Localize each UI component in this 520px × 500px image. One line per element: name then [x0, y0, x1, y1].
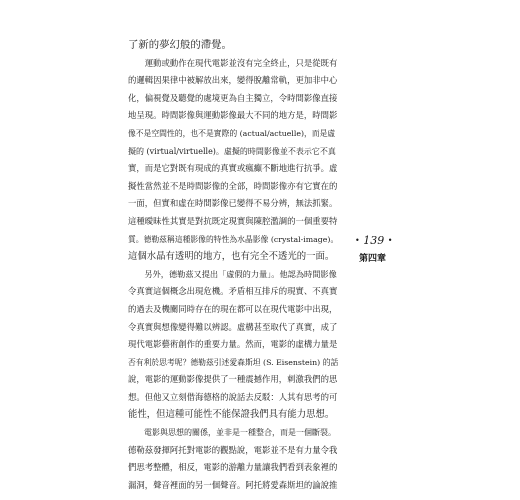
body-line: 另外，德勒茲又提出「虛假的力量」。他認為時間影像	[128, 268, 337, 279]
body-line: 德勒茲發揮阿托對電影的觀點說，電影並不是有力量令我	[128, 444, 338, 455]
page-number	[355, 234, 425, 248]
body-line: 這種曖昧性其實是對抗既定現實與陳腔濫調的一個重要特	[128, 215, 338, 226]
body-line: 質。德勒茲稱這種影像的特性為水晶影像 (crystal-image)。	[128, 234, 338, 244]
body-line: 擬性當然並不是時間影像的全部，時間影像亦有它實在的	[128, 180, 338, 191]
body-line: 令真實與想像變得難以辨認。虛構甚至取代了真實，成了	[128, 321, 338, 332]
body-line: 像不是空間性的，也不是實際的 (actual/actuelle)，而是虛	[128, 128, 336, 138]
body-text	[128, 37, 338, 494]
body-line: 電影與思想的關係，並非是一種整合，而是一個斷裂。	[128, 428, 336, 438]
page-number-value: 139	[363, 234, 385, 247]
body-line: 想。但他又立刻借海德格的說話去反駁：人其有思考的可	[128, 391, 338, 402]
chapter-label: 第四章	[359, 254, 387, 264]
body-line: 的邏輯因果律中被解放出來，變得脫離常軌，更加非中心	[128, 75, 338, 86]
body-line: 地呈現。時間影像與運動影像最大不同的地方是，時間影	[128, 110, 338, 121]
body-line: 現代電影藝術創作的重要力量。然而，電影的虛構力量是	[128, 339, 338, 350]
body-line: 說，電影的運動影像提供了一種震撼作用，刺激我們的思	[128, 374, 338, 385]
body-line: 化，偏視覺及聽覺的處境更為自主獨立，令時間影像直接	[128, 92, 338, 103]
body-line: 們思考整體，相反，電影的游離力量讓我們看到表象裡的	[128, 462, 338, 473]
body-line: 漏洞，聲音裡面的另一個聲音。阿托將愛森斯坦的論說推	[128, 479, 338, 490]
body-line: 實，而是它對既有現成的真實或瘋癲不斷地進行抗爭。虛	[128, 163, 338, 174]
body-line: 一面，但實和虛在時間影像已變得不易分辨，無法抓緊。	[128, 198, 338, 209]
body-line: 了新的夢幻般的滯覺。	[128, 39, 232, 51]
body-line: 否有利於思考呢？德勒茲引述愛森斯坦 (S. Eisenstein) 的話	[128, 357, 338, 367]
body-line: 擬的 (virtual/virtuelle)。虛擬的時間影像並不表示它不真	[128, 146, 336, 156]
body-line: 這個水晶有透明的地方，也有完全不透光的一面。	[128, 251, 335, 263]
body-line: 能性，但這種可能性不能保證我們具有能力思想。	[128, 409, 335, 421]
page-number-bullet-left: •	[355, 236, 360, 245]
body-line: 的過去及機關同時存在的現在都可以在現代電影中出現，	[128, 303, 338, 314]
folio	[355, 234, 425, 266]
body-line: 運動或動作在現代電影並沒有完全終止，只是從既有	[128, 57, 338, 68]
page-number-bullet-right: •	[387, 236, 393, 245]
body-line: 令真實這個概念出現危機。矛盾相互排斥的現實、不真實	[128, 286, 338, 297]
